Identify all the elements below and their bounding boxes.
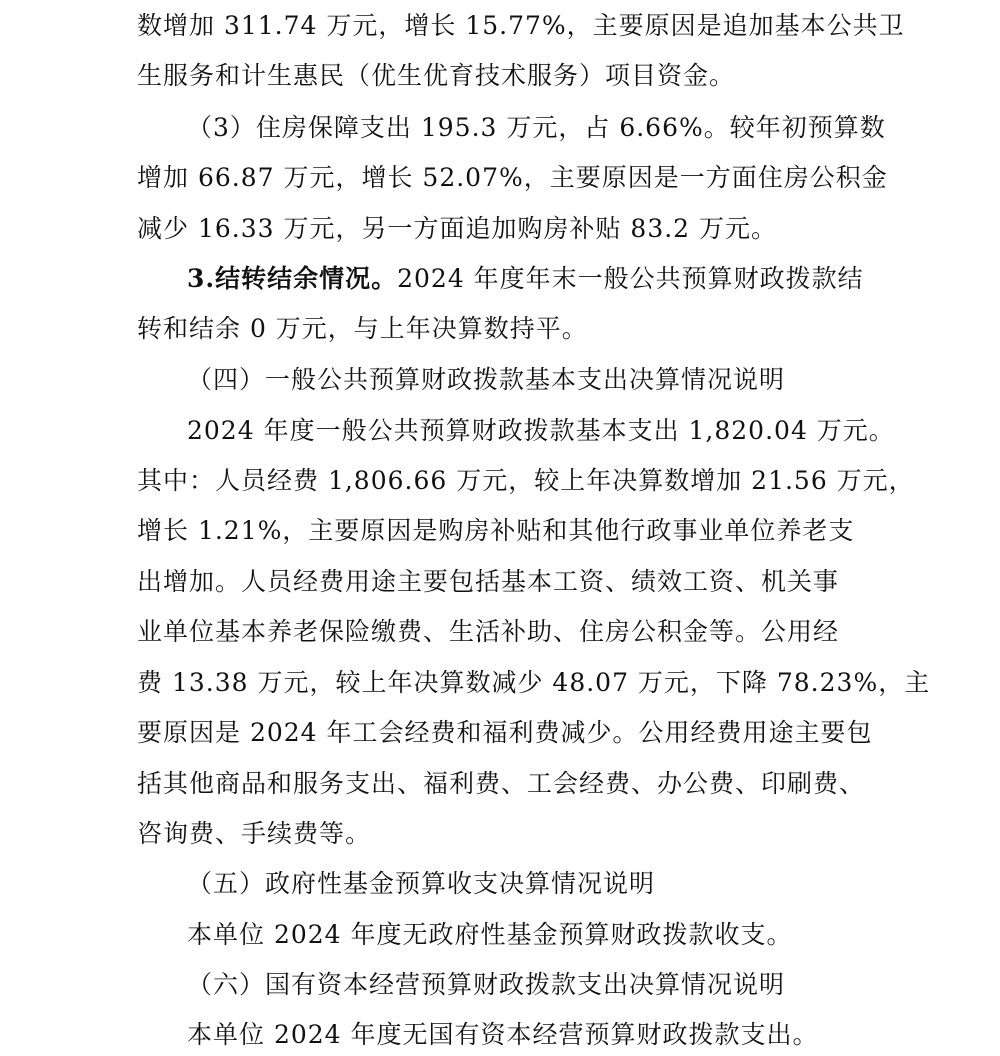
paragraph-line: 业单位基本养老保险缴费、生活补助、住房公积金等。公用经 xyxy=(137,617,840,646)
paragraph-line: 其中：人员经费 1,806.66 万元，较上年决算数增加 21.56 万元， xyxy=(137,466,915,495)
paragraph-line: 生服务和计生惠民（优生优育技术服务）项目资金。 xyxy=(137,61,736,90)
section-heading: （五）政府性基金预算收支决算情况说明 xyxy=(187,869,656,898)
paragraph-line: 增长 1.21%，主要原因是购房补贴和其他行政事业单位养老支 xyxy=(137,516,855,545)
paragraph-line: 数增加 311.74 万元，增长 15.77%，主要原因是追加基本公共卫 xyxy=(137,11,905,40)
paragraph-line: 咨询费、手续费等。 xyxy=(137,819,372,848)
section-text: 2024 年度年末一般公共预算财政拨款结 xyxy=(397,264,864,293)
paragraph-line: 2024 年度一般公共预算财政拨款基本支出 1,820.04 万元。 xyxy=(187,416,895,445)
paragraph-line: 出增加。人员经费用途主要包括基本工资、绩效工资、机关事 xyxy=(137,567,840,596)
paragraph-line: 要原因是 2024 年工会经费和福利费减少。公用经费用途主要包 xyxy=(137,718,873,747)
paragraph-line: 本单位 2024 年度无国有资本经营预算财政拨款支出。 xyxy=(187,1020,819,1049)
paragraph-line: 本单位 2024 年度无政府性基金预算财政拨款收支。 xyxy=(187,920,793,949)
section-heading: （六）国有资本经营预算财政拨款支出决算情况说明 xyxy=(187,970,786,999)
paragraph-line: 括其他商品和服务支出、福利费、工会经费、办公费、印刷费、 xyxy=(137,769,866,798)
paragraph-line: 增加 66.87 万元，增长 52.07%，主要原因是一方面住房公积金 xyxy=(137,163,888,192)
paragraph-line: 费 13.38 万元，较上年决算数减少 48.07 万元，下降 78.23%，主 xyxy=(137,668,931,697)
paragraph-line: 减少 16.33 万元，另一方面追加购房补贴 83.2 万元。 xyxy=(137,214,778,243)
section-line xyxy=(187,261,864,297)
paragraph-line: 转和结余 0 万元，与上年决算数持平。 xyxy=(137,314,588,343)
section-heading: （四）一般公共预算财政拨款基本支出决算情况说明 xyxy=(187,365,786,394)
section-heading: 3.结转结余情况。 xyxy=(187,264,398,293)
paragraph-line: （3）住房保障支出 195.3 万元，占 6.66%。较年初预算数 xyxy=(187,113,886,142)
